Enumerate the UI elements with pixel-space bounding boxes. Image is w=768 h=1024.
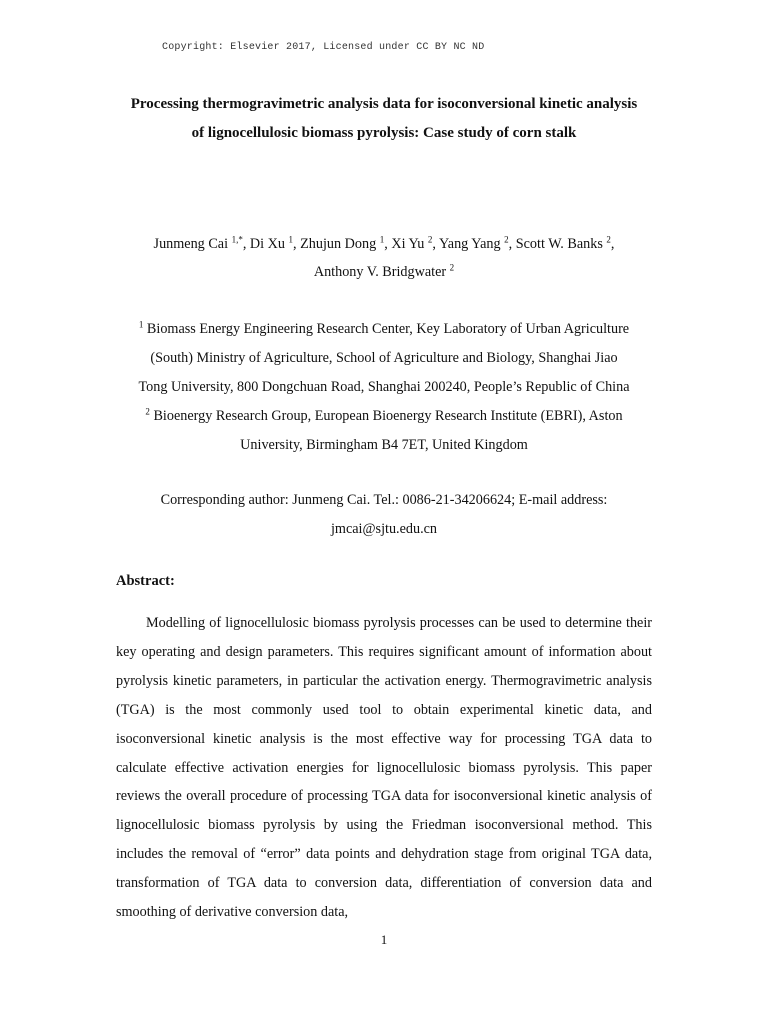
author-affiliation-marker: 1 bbox=[288, 234, 294, 245]
author-affiliation-marker: 2 bbox=[504, 234, 509, 245]
corresponding-email: jmcai@sjtu.edu.cn bbox=[330, 521, 438, 537]
abstract-text: Modelling of lignocellulosic biomass pyrolysis processes can be used to determine their key operating and design parameters. This requires significant amount of information about pyrolysis kinetic parameters, in particular the activation energy. Thermogravimetric analysis (TGA) is the most commonly used tool to obtain experimental kinetic data, and isoconversional kinetic analysis is the most effective way for processing TGA data to calculate effective activation energies for lignocellulosic biomass pyrolysis. This paper reviews the overall procedure of processing TGA data for isoconversional kinetic analysis of lignocellulosic biomass pyrolysis by using the Friedman isoconversional method. This includes the removal of “error” data points and dehydration stage from original TGA data, transformation of TGA data to conversion data, differentiation of conversion data and smoothing of derivative conversion data, bbox=[116, 615, 652, 921]
affiliation-text: Bioenergy Research Group, European Bioenergy Research Institute (EBRI), Aston bbox=[153, 408, 623, 424]
author-affiliation-marker: 1 bbox=[379, 234, 385, 245]
page-number: 1 bbox=[380, 932, 388, 947]
affiliation-1-line-1 bbox=[100, 315, 668, 344]
copyright-notice: Copyright: Elsevier 2017, Licensed under CC BY NC ND bbox=[162, 42, 485, 53]
corresponding-author bbox=[100, 486, 668, 544]
affiliation-text: Biomass Energy Engineering Research Center, Key Laboratory of Urban Agriculture bbox=[146, 321, 630, 337]
paper-title bbox=[100, 90, 668, 148]
author-separator: , bbox=[384, 236, 392, 252]
author-separator: , bbox=[242, 236, 250, 252]
affiliations bbox=[100, 315, 668, 460]
author-name: Anthony V. Bridgwater bbox=[313, 264, 447, 280]
corresponding-line-1: Corresponding author: Junmeng Cai. Tel.: 0086-21-34206624; E-mail address: bbox=[160, 492, 608, 508]
affiliation-2-line-1 bbox=[100, 402, 668, 431]
author-separator: , bbox=[432, 236, 439, 252]
author-name: Zhujun Dong bbox=[300, 236, 377, 252]
author-affiliation-marker: 2 bbox=[427, 234, 433, 245]
title-line-2: of lignocellulosic biomass pyrolysis: Case study of corn stalk bbox=[191, 125, 577, 141]
author-name: Xi Yu bbox=[391, 236, 425, 252]
author-separator: , bbox=[293, 236, 301, 252]
author-line-1 bbox=[100, 230, 668, 258]
abstract-heading: Abstract: bbox=[116, 573, 175, 589]
affiliation-1-line-2: (South) Ministry of Agriculture, School of Agriculture and Biology, Shanghai Jiao bbox=[150, 350, 618, 366]
affiliation-marker: 2 bbox=[145, 406, 150, 417]
affiliation-marker: 1 bbox=[138, 319, 144, 330]
author-affiliation-marker: 1,* bbox=[231, 234, 243, 245]
author-separator: , bbox=[610, 236, 615, 252]
author-list bbox=[100, 230, 668, 286]
author-affiliation-marker: 2 bbox=[449, 262, 455, 273]
affiliation-1-line-3: Tong University, 800 Dongchuan Road, Shanghai 200240, People’s Republic of China bbox=[138, 379, 630, 395]
author-name: Scott W. Banks bbox=[515, 236, 603, 252]
affiliation-2-line-2: University, Birmingham B4 7ET, United Kingdom bbox=[240, 437, 528, 453]
author-line-2 bbox=[100, 258, 668, 286]
author-name: Di Xu bbox=[249, 236, 285, 252]
author-affiliation-marker: 2 bbox=[606, 234, 611, 245]
author-separator: , bbox=[508, 236, 516, 252]
title-line-1: Processing thermogravimetric analysis data for isoconversional kinetic analysis bbox=[130, 96, 638, 112]
author-name: Yang Yang bbox=[438, 236, 501, 252]
author-name: Junmeng Cai bbox=[153, 236, 229, 252]
